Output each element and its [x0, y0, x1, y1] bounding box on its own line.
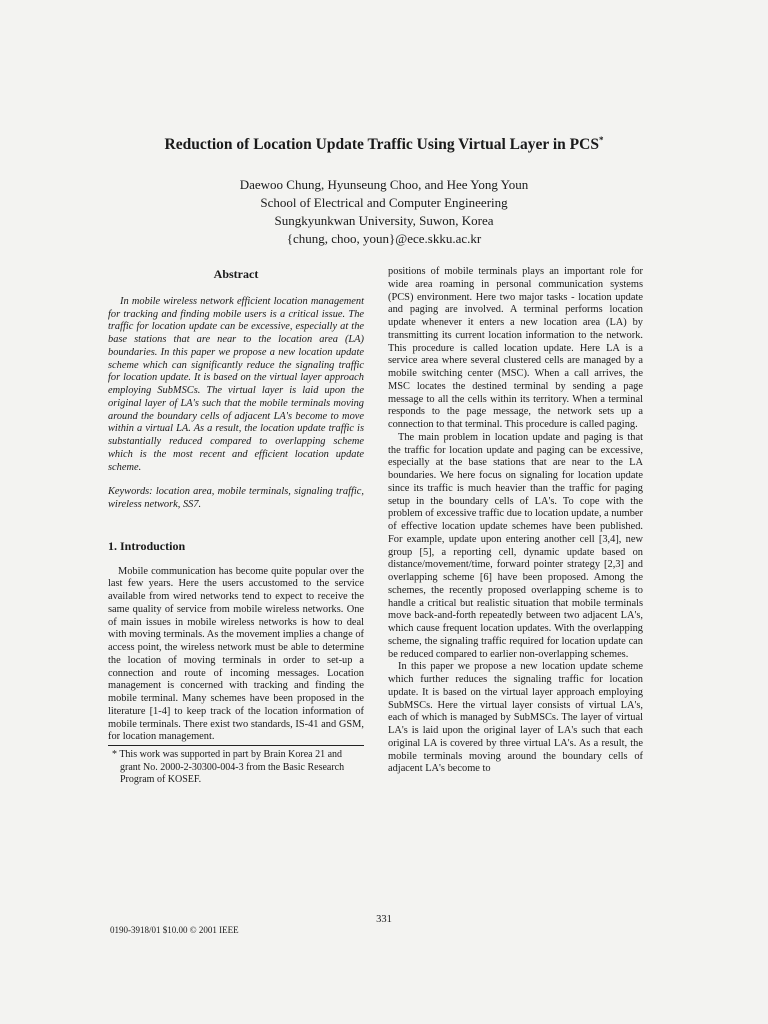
paper-title-text: Reduction of Location Update Traffic Using Virtual Layer in PCS	[164, 136, 599, 154]
body-paragraph-3: In this paper we propose a new location update scheme which further reduces the signaling traffic for location update. It is based on the virtual layer approach employing SubMSCs. Here the virtual layer consists of virtual LA's, each of which is managed by SubMSCs. The layer of virtual LA's is laid upon the original layer of LA's such that each original LA is covered by three virtual LA's. As a result, the mobile terminals moving around the boundary cells of adjacent LA's become to	[388, 661, 643, 775]
abstract-text: In mobile wireless network efficient location management for tracking and finding mobile users is a critical issue. The traffic for location update can be excessive, especially at the base stations that are near to the location area (LA) boundaries. In this paper we propose a new location update scheme which can significantly reduce the signaling traffic for location update. It is based on the virtual layer approach employing SubMSCs. The virtual layer is laid upon the original layer of LA's such that the mobile terminals moving around the boundary cells of adjacent LA's become to move within a virtual LA. As a result, the location update traffic is substantially reduced compared to overlapping scheme which is the most recent and efficient location update scheme.	[108, 295, 364, 473]
copyright-notice: 0190-3918/01 $10.00 © 2001 IEEE	[110, 925, 239, 935]
footnote: * This work was supported in part by Brain Korea 21 and grant No. 2000-2-30300-004-3 from the Basic Research Program of KOSEF.	[112, 749, 345, 785]
section-heading-introduction: 1. Introduction	[108, 538, 186, 553]
title-footnote-mark: *	[598, 135, 604, 145]
right-column	[388, 266, 643, 776]
introduction-paragraph: Mobile communication has become quite popular over the last few years. Here the users accustomed to the service available from wired networks tend to expect to receive the same quality of service from mobile wireless networks. One of main issues in mobile wireless networks is how to deal with moving terminals. As the movement implies a change of access point, the wireless network must be able to determine the location of moving terminals in order to set-up a connection and route of incoming messages. Location management is concerned with tracking and finding the mobile terminal. Many schemes have been proposed in the literature [1-4] to keep track of the location information of mobile terminals. There exist two standards, IS-41 and GSM, for location management.	[108, 565, 364, 743]
body-paragraph-1: positions of mobile terminals plays an important role for wide area roaming in personal communication systems (PCS) environment. Here two major tasks - location update and paging are involved. A terminal performs location update whenever it enters a new location area (LA) by transmitting its current location information to the network. This procedure is called location update. Here LA is a service area where several clustered cells are managed by a mobile switching center (MSC). When a call arrives, the MSC locates the destined terminal by sending a page message to all the cells within its territory. When a terminal responds to the page message, the network sets up a connection to that terminal. This procedure is called paging.	[388, 266, 643, 430]
abstract-heading: Abstract	[213, 267, 259, 281]
paper-title	[0, 135, 768, 154]
left-column	[108, 266, 364, 787]
footnote-divider	[108, 745, 364, 746]
author-emails: {chung, choo, youn}@ece.skku.ac.kr	[286, 231, 482, 246]
affiliation-university: Sungkyunkwan University, Suwon, Korea	[274, 213, 494, 228]
author-block	[0, 176, 768, 248]
keywords: Keywords: location area, mobile terminals, signaling traffic, wireless network, SS7.	[108, 486, 364, 510]
body-paragraph-2: The main problem in location update and paging is that the traffic for location update and paging can be excessive, especially at the base stations that are near to the LA boundaries. We here focus on signaling for location update since its traffic is much heavier than the traffic for paging setup in the boundary cells of LA's. To cope with the problem of excessive traffic due to location update, a number of effective location update schemes have been published. For example, update upon entering another cell [3,4], new group [5], a reporting cell, dynamic update based on distance/movement/time, forward pointer strategy [2,3] and overlapping scheme [6] have been proposed. Among the schemes, the recently proposed overlapping scheme is to handle a critical but realistic situation that mobile terminals move back-and-forth repeatedly between two adjacent LA's, which cause frequent location updates. With the overlapping scheme, the signaling traffic required for location update can be reduced compared to earlier non-overlapping schemes.	[388, 431, 643, 660]
affiliation-school: School of Electrical and Computer Engineering	[260, 195, 508, 210]
page-number: 331	[376, 914, 392, 925]
author-names: Daewoo Chung, Hyunseung Choo, and Hee Yong Youn	[239, 177, 529, 192]
